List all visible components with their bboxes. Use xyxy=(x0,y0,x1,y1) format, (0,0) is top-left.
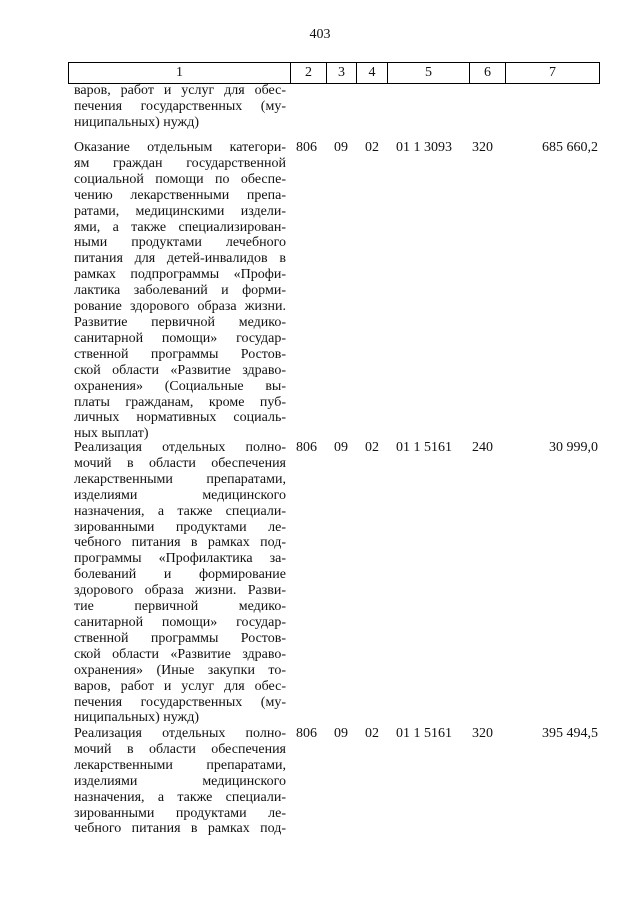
description-line: ными продуктами лечебного xyxy=(74,235,286,251)
description-line: питания для детей-инвалидов в xyxy=(74,251,286,267)
description-line: рамках подпрограммы «Профи- xyxy=(74,267,286,283)
description-line: чению лекарственными препа- xyxy=(74,187,286,203)
description-line: назначения, а также специали- xyxy=(74,503,286,519)
header-col-4: 4 xyxy=(356,63,387,83)
page-number: 403 xyxy=(309,27,331,42)
description-line: Реализация отдельных полно- xyxy=(74,726,286,741)
cell-section-code: 09 xyxy=(334,726,348,741)
description-line: охранения» (Иные закупки то- xyxy=(74,662,286,678)
cell-ministry-code: 806 xyxy=(296,440,317,455)
description-line: охранения» (Социальные вы- xyxy=(74,378,286,394)
description-line: мочий в области обеспечения xyxy=(74,455,286,471)
cell-target-code: 01 1 3093 xyxy=(396,140,452,155)
description-line: печения государственных (му- xyxy=(74,694,286,710)
description-line: зированными продуктами ле- xyxy=(74,805,286,821)
description-line: социальной помощи по обеспе- xyxy=(74,171,286,187)
description-line: ской области «Развитие здраво- xyxy=(74,362,286,378)
header-col-3: 3 xyxy=(326,63,356,83)
description-line: ных выплат) xyxy=(74,426,149,442)
header-col-6: 6 xyxy=(469,63,505,83)
row-description xyxy=(74,726,286,837)
cell-subsection-code: 02 xyxy=(365,440,379,455)
cell-subsection-code: 02 xyxy=(365,726,379,741)
description-line: ратами, медицинскими издели- xyxy=(74,203,286,219)
description-line: тие первичной медико- xyxy=(74,599,286,615)
cell-expense-type: 320 xyxy=(472,726,493,741)
description-line: ниципальных) нужд) xyxy=(74,710,199,726)
description-line: ям граждан государственной xyxy=(74,155,286,171)
description-line: Оказание отдельным категори- xyxy=(74,140,286,155)
cell-amount: 395 494,5 xyxy=(542,726,598,741)
cell-subsection-code: 02 xyxy=(365,140,379,155)
cell-target-code: 01 1 5161 xyxy=(396,726,452,741)
table-header xyxy=(68,62,600,84)
cell-ministry-code: 806 xyxy=(296,140,317,155)
header-col-5: 5 xyxy=(387,63,469,83)
description-line: болеваний и формирование xyxy=(74,567,286,583)
description-line: программы «Профилактика за- xyxy=(74,551,286,567)
description-line: Развитие первичной медико- xyxy=(74,314,286,330)
description-line: лекарственными препаратами, xyxy=(74,757,286,773)
description-line: изделиями медицинского xyxy=(74,773,286,789)
description-line: лактика заболеваний и форми- xyxy=(74,283,286,299)
header-col-2: 2 xyxy=(290,63,326,83)
row-description xyxy=(74,140,286,442)
description-line: лекарственными препаратами, xyxy=(74,471,286,487)
description-line: ственной программы Ростов- xyxy=(74,346,286,362)
cell-amount: 30 999,0 xyxy=(549,440,598,455)
cell-target-code: 01 1 5161 xyxy=(396,440,452,455)
description-line: чебного питания в рамках под- xyxy=(74,535,286,551)
cell-section-code: 09 xyxy=(334,140,348,155)
row-description xyxy=(74,83,286,131)
description-line: зированными продуктами ле- xyxy=(74,519,286,535)
cell-amount: 685 660,2 xyxy=(542,140,598,155)
description-line: мочий в области обеспечения xyxy=(74,741,286,757)
cell-expense-type: 240 xyxy=(472,440,493,455)
description-line: санитарной помощи» государ- xyxy=(74,614,286,630)
header-col-7: 7 xyxy=(505,63,599,83)
description-line: платы гражданам, кроме пуб- xyxy=(74,394,286,410)
description-line: назначения, а также специали- xyxy=(74,789,286,805)
header-col-1: 1 xyxy=(176,65,183,80)
cell-section-code: 09 xyxy=(334,440,348,455)
description-line: печения государственных (му- xyxy=(74,98,286,114)
description-line: Реализация отдельных полно- xyxy=(74,440,286,455)
description-line: ственной программы Ростов- xyxy=(74,630,286,646)
cell-ministry-code: 806 xyxy=(296,726,317,741)
description-line: чебного питания в рамках под- xyxy=(74,821,286,837)
description-line: варов, работ и услуг для обес- xyxy=(74,83,286,98)
cell-expense-type: 320 xyxy=(472,140,493,155)
description-line: рование здорового образа жизни. xyxy=(74,299,286,315)
description-line: изделиями медицинского xyxy=(74,487,286,503)
description-line: санитарной помощи» государ- xyxy=(74,330,286,346)
description-line: варов, работ и услуг для обес- xyxy=(74,678,286,694)
description-line: личных нормативных социаль- xyxy=(74,410,286,426)
row-description xyxy=(74,440,286,726)
description-line: ями, а также специализирован- xyxy=(74,219,286,235)
description-line: ской области «Развитие здраво- xyxy=(74,646,286,662)
description-line: ниципальных) нужд) xyxy=(74,114,199,130)
description-line: здорового образа жизни. Разви- xyxy=(74,583,286,599)
